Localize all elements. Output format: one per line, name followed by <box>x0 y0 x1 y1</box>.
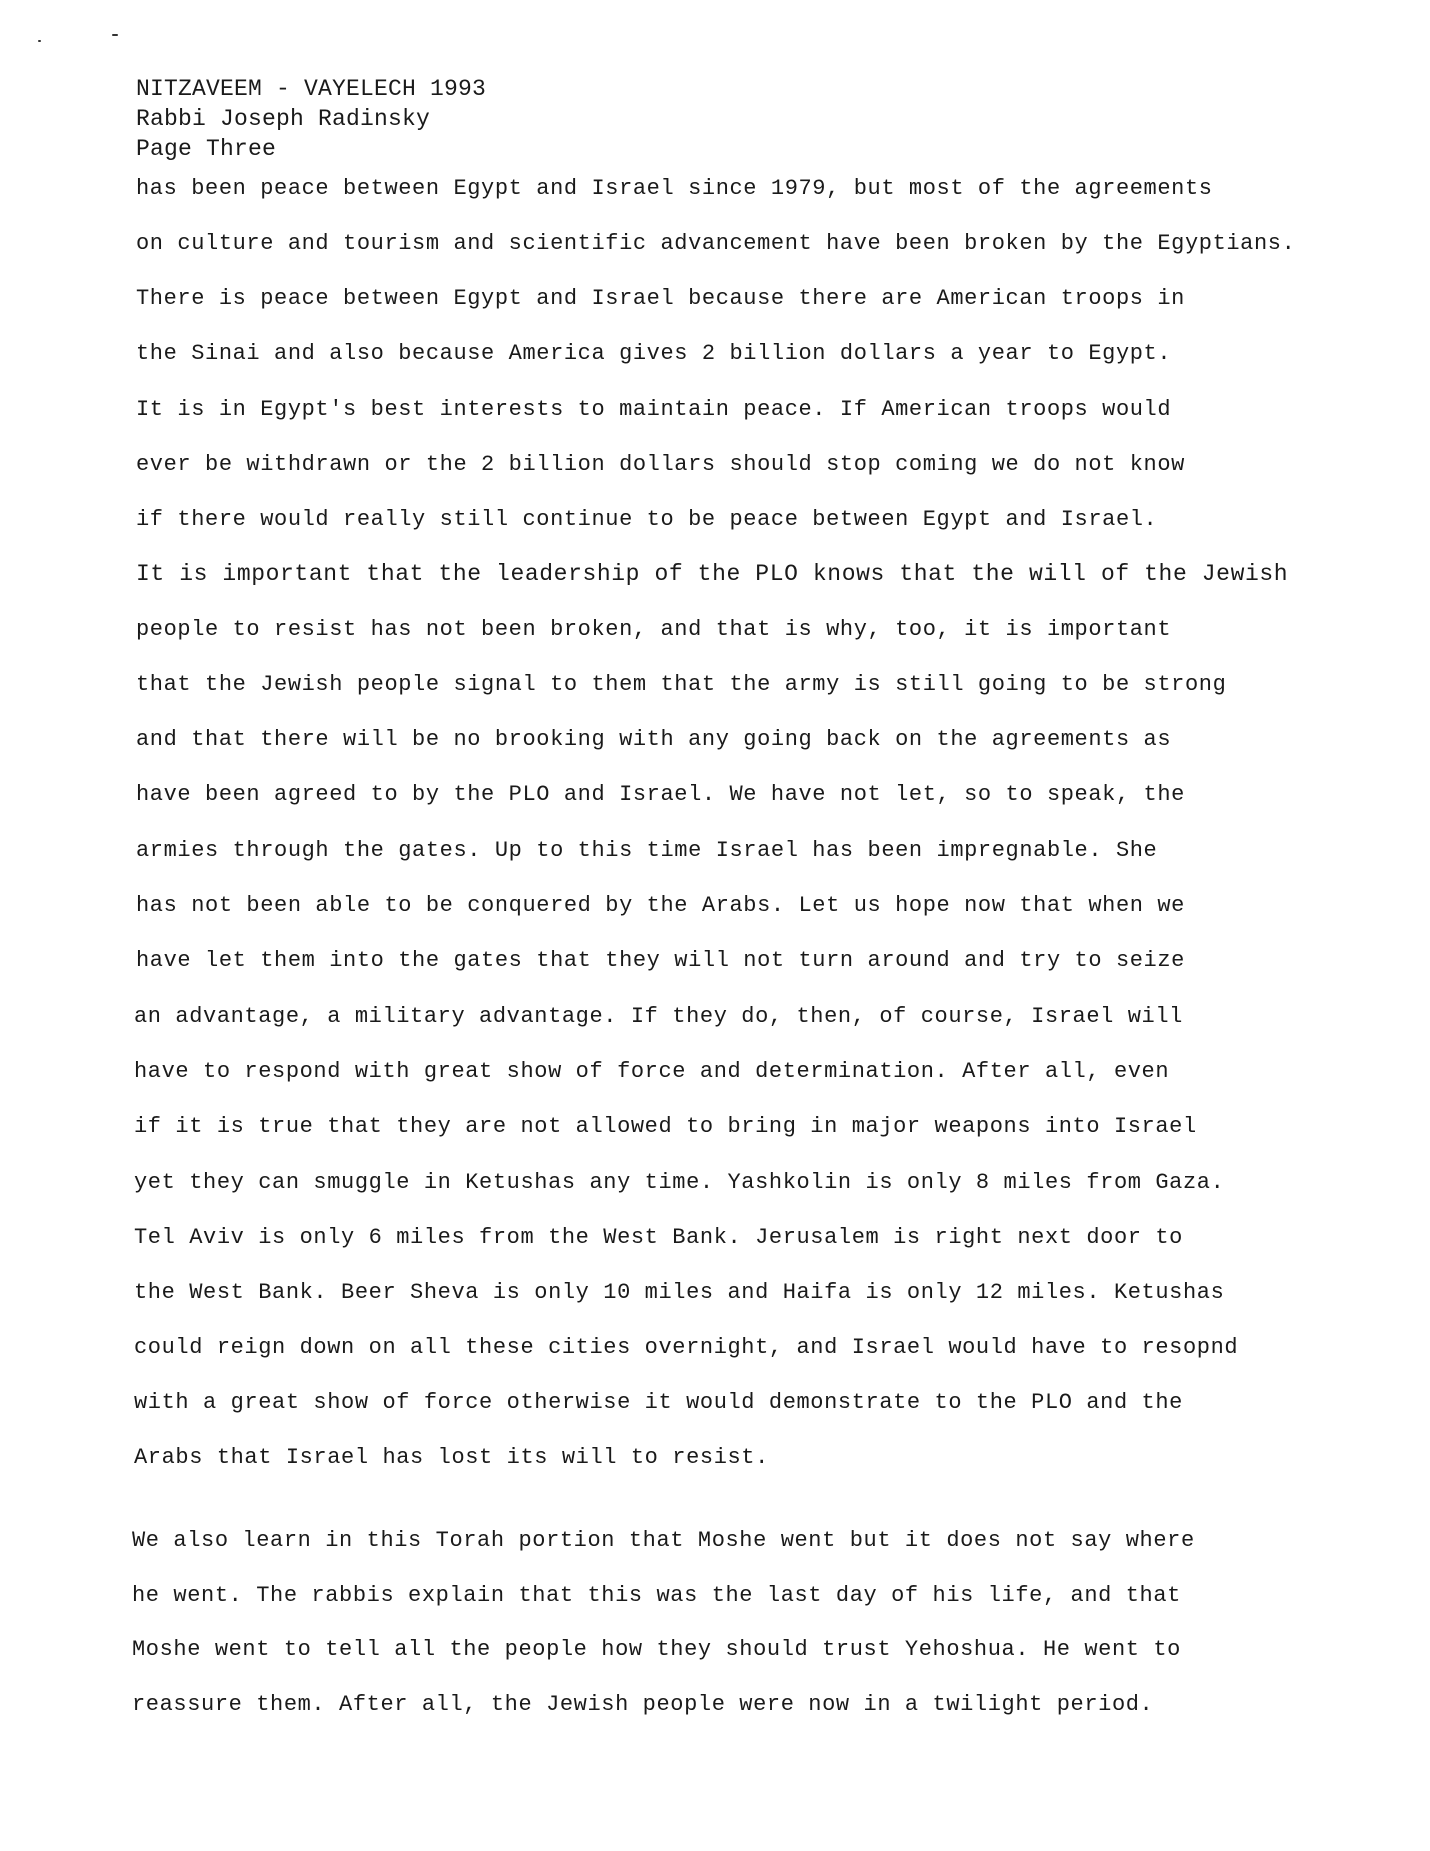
page-label: Page Three <box>136 136 277 162</box>
document-author: Rabbi Joseph Radinsky <box>136 106 431 132</box>
text-line: has been peace between Egypt and Israel since 1979, but most of the agreements <box>136 176 1213 201</box>
text-line: It is important that the leadership of the PLO knows that the will of the Jewish <box>136 561 1289 587</box>
document-title: NITZAVEEM - VAYELECH 1993 <box>136 76 487 102</box>
text-line: It is in Egypt's best interests to maintain peace. If American troops would <box>136 397 1172 422</box>
text-line: have to respond with great show of force and determination. After all, even <box>134 1059 1170 1084</box>
document-header <box>136 74 486 164</box>
text-line: with a great show of force otherwise it would demonstrate to the PLO and the <box>134 1390 1183 1415</box>
text-line: have been agreed to by the PLO and Israel. We have not let, so to speak, the <box>136 782 1185 807</box>
text-line: ever be withdrawn or the 2 billion dollars should stop coming we do not know <box>136 452 1185 477</box>
text-line: has not been able to be conquered by the Arabs. Let us hope now that when we <box>136 893 1185 918</box>
text-line: the West Bank. Beer Sheva is only 10 miles and Haifa is only 12 miles. Ketushas <box>134 1280 1225 1305</box>
text-line: if there would really still continue to be peace between Egypt and Israel. <box>136 507 1158 532</box>
text-line: We also learn in this Torah portion that Moshe went but it does not say where <box>132 1528 1195 1553</box>
text-line: and that there will be no brooking with any going back on the agreements as <box>136 727 1172 752</box>
text-line: Arabs that Israel has lost its will to resist. <box>134 1445 769 1470</box>
text-line: could reign down on all these cities overnight, and Israel would have to resopnd <box>134 1335 1239 1360</box>
text-line: people to resist has not been broken, and that is why, too, it is important <box>136 617 1172 642</box>
text-line: an advantage, a military advantage. If they do, then, of course, Israel will <box>134 1004 1183 1029</box>
scan-speck <box>38 40 41 42</box>
text-line: on culture and tourism and scientific advancement have been broken by the Egyptians. <box>136 231 1296 256</box>
text-line: that the Jewish people signal to them that the army is still going to be strong <box>136 672 1227 697</box>
scan-speck <box>112 34 118 36</box>
text-line: the Sinai and also because America gives 2 billion dollars a year to Egypt. <box>136 341 1172 366</box>
text-line: armies through the gates. Up to this time Israel has been impregnable. She <box>136 838 1158 863</box>
text-line: There is peace between Egypt and Israel because there are American troops in <box>136 286 1185 311</box>
text-line: Tel Aviv is only 6 miles from the West Bank. Jerusalem is right next door to <box>134 1225 1183 1250</box>
text-line: reassure them. After all, the Jewish people were now in a twilight period. <box>132 1692 1154 1717</box>
text-line: have let them into the gates that they will not turn around and try to seize <box>136 948 1185 973</box>
text-line: he went. The rabbis explain that this was the last day of his life, and that <box>132 1583 1181 1608</box>
text-line: Moshe went to tell all the people how they should trust Yehoshua. He went to <box>132 1637 1181 1662</box>
text-line: yet they can smuggle in Ketushas any time. Yashkolin is only 8 miles from Gaza. <box>134 1170 1225 1195</box>
text-line: if it is true that they are not allowed to bring in major weapons into Israel <box>134 1114 1197 1139</box>
